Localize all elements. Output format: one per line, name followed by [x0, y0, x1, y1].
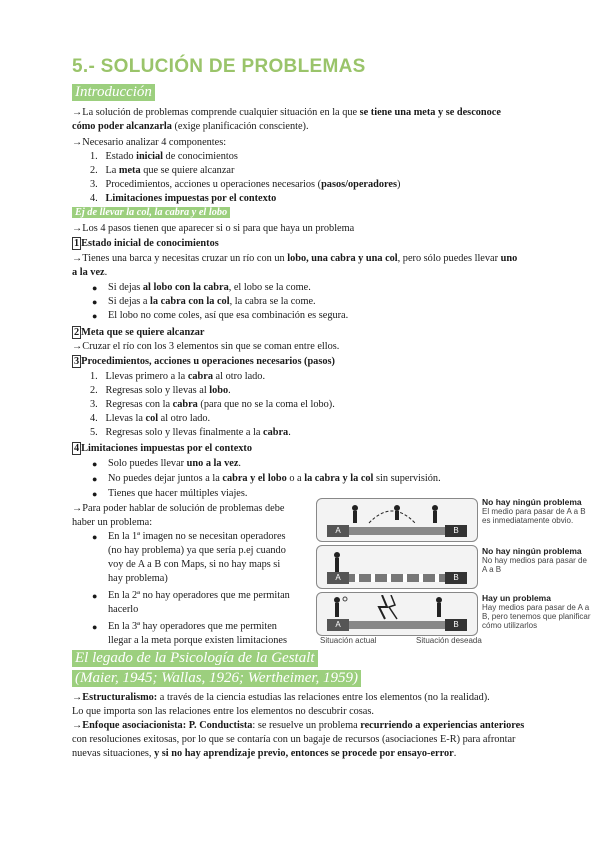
- gestalt-paragraph-1: →Estructuralismo: a través de la ciencia estudias las relaciones entre los elementos (no la realidad).: [72, 692, 490, 703]
- intro-components-lead: →Necesario analizar 4 componentes:: [72, 137, 227, 148]
- problem-types-figure: [316, 497, 591, 648]
- bullet-icon: ●: [92, 283, 98, 293]
- standing-figure-icon: [329, 550, 349, 574]
- example-heading: Ej de llevar la col, la cabra y el lobo: [72, 207, 230, 218]
- bullet-icon: ●: [92, 532, 98, 542]
- list-item: En la 3ª hay operadores que me permiten: [108, 621, 277, 632]
- point-b-label: B: [445, 525, 467, 537]
- point-b-label: B: [445, 619, 467, 631]
- intro-heading: Introducción: [72, 84, 155, 101]
- list-item: Si dejas a la cabra con la col, la cabra se la come.: [108, 296, 316, 307]
- list-item: hay problema): [108, 573, 168, 584]
- point-a-label: A: [327, 572, 349, 584]
- list-item: 4. Llevas la col al otro lado.: [90, 413, 211, 424]
- section-4-heading: 4 Limitaciones impuestas por el contexto: [74, 443, 252, 454]
- figure-panel-1: [316, 498, 478, 542]
- problem-paragraph-line: →Para poder hablar de solución de problemas debe: [72, 503, 285, 514]
- list-item: 5. Regresas solo y llevas finalmente a la cabra.: [90, 427, 291, 438]
- list-item: En la 2ª no hay operadores que me permitan: [108, 590, 290, 601]
- gestalt-paragraph-1-cont: Lo que importa son las relaciones entre los elementos no descubrir cosas.: [72, 706, 374, 717]
- gestalt-heading: El legado de la Psicología de la Gestalt: [72, 650, 318, 667]
- intro-paragraph: →La solución de problemas comprende cualquier situación en la que se tiene una meta y se desconoce cómo poder alcanzarla (exige planificación consciente).: [72, 107, 501, 132]
- point-a-label: A: [327, 619, 349, 631]
- section-1-heading: 1 Estado inicial de conocimientos: [74, 238, 219, 249]
- bullet-icon: ●: [92, 622, 98, 632]
- jumping-figure-icon: [347, 503, 447, 527]
- axis-label-desired: Situación deseada: [416, 636, 482, 645]
- list-item: 3. Regresas con la cabra (para que no se la coma el lobo).: [90, 399, 335, 410]
- section-3-heading: 3 Procedimientos, acciones u operaciones necesarios (pasos): [74, 356, 335, 367]
- bullet-icon: ●: [92, 489, 98, 499]
- list-item: 4. Limitaciones impuestas por el contexto: [90, 193, 277, 204]
- list-item: 3. Procedimientos, acciones u operaciones necesarios (pasos/operadores): [90, 179, 401, 190]
- bullet-icon: ●: [92, 311, 98, 321]
- bullet-icon: ●: [92, 591, 98, 601]
- figure-caption-3: Hay un problema Hay medios para pasar de A a B, pero tenemos que planificar cómo utilizarlos: [482, 593, 591, 630]
- example-intro: →Los 4 pasos tienen que aparecer si o si para que haya un problema: [72, 223, 355, 234]
- page-title: 5.- SOLUCIÓN DE PROBLEMAS: [72, 56, 366, 77]
- figure-panel-2: [316, 545, 478, 589]
- problem-paragraph-line: haber un problema:: [72, 517, 153, 528]
- list-item: 1. Llevas primero a la cabra al otro lado.: [90, 371, 266, 382]
- bullet-icon: ●: [92, 297, 98, 307]
- figure-caption-2: No hay ningún problema No hay medios para pasar de A a B: [482, 546, 587, 574]
- point-a-label: A: [327, 525, 349, 537]
- thinking-figure-icon: [327, 595, 457, 621]
- figure-panel-3: [316, 592, 478, 636]
- gestalt-heading-citation: (Maier, 1945; Wallas, 1926; Wertheimer, 1959): [72, 670, 361, 687]
- section-1-paragraph: →Tienes una barca y necesitas cruzar un río con un lobo, una cabra y una col, pero sólo puedes llevar uno a la vez.: [72, 253, 518, 278]
- list-item: (no hay problema) ya que sería p.ej cuando: [108, 545, 286, 556]
- section-2-heading: 2 Meta que se quiere alcanzar: [74, 327, 205, 338]
- bullet-icon: ●: [92, 459, 98, 469]
- list-item: No puedes dejar juntos a la cabra y el lobo o a la cabra y la col sin supervisión.: [108, 473, 441, 484]
- list-item: llegar a la meta porque existen limitaciones: [108, 635, 287, 646]
- gestalt-paragraph-2: →Enfoque asociacionista: P. Conductista: se resuelve un problema recurriendo a experiencias anteriores con resoluciones exitosas, por lo que se contaría con un bagaje de recursos (asociaciones E-R) para afrontar nuevas situaciones, y si no hay aprendizaje previo, entonces se procede por ensayo-error.: [72, 720, 525, 759]
- list-item: 2. La meta que se quiere alcanzar: [90, 165, 235, 176]
- list-item: En la 1ª imagen no se necesitan operadores: [108, 531, 286, 542]
- list-item: El lobo no come coles, así que esa combinación es segura.: [108, 310, 349, 321]
- point-b-label: B: [445, 572, 467, 584]
- list-item: Solo puedes llevar uno a la vez.: [108, 458, 241, 469]
- section-2-paragraph: →Cruzar el río con los 3 elementos sin que se coman entre ellos.: [72, 341, 340, 352]
- bullet-icon: ●: [92, 474, 98, 484]
- list-item: 2. Regresas solo y llevas al lobo.: [90, 385, 231, 396]
- figure-caption-1: No hay ningún problema El medio para pasar de A a B es inmediatamente obvio.: [482, 497, 586, 525]
- list-item: hacerlo: [108, 604, 139, 615]
- list-item: voy de A a B con Maps, si no hay maps si: [108, 559, 281, 570]
- list-item: Si dejas al lobo con la cabra, el lobo se la come.: [108, 282, 311, 293]
- list-item: Tienes que hacer múltiples viajes.: [108, 488, 248, 499]
- axis-label-current: Situación actual: [320, 636, 377, 645]
- list-item: 1. Estado inicial de conocimientos: [90, 151, 238, 162]
